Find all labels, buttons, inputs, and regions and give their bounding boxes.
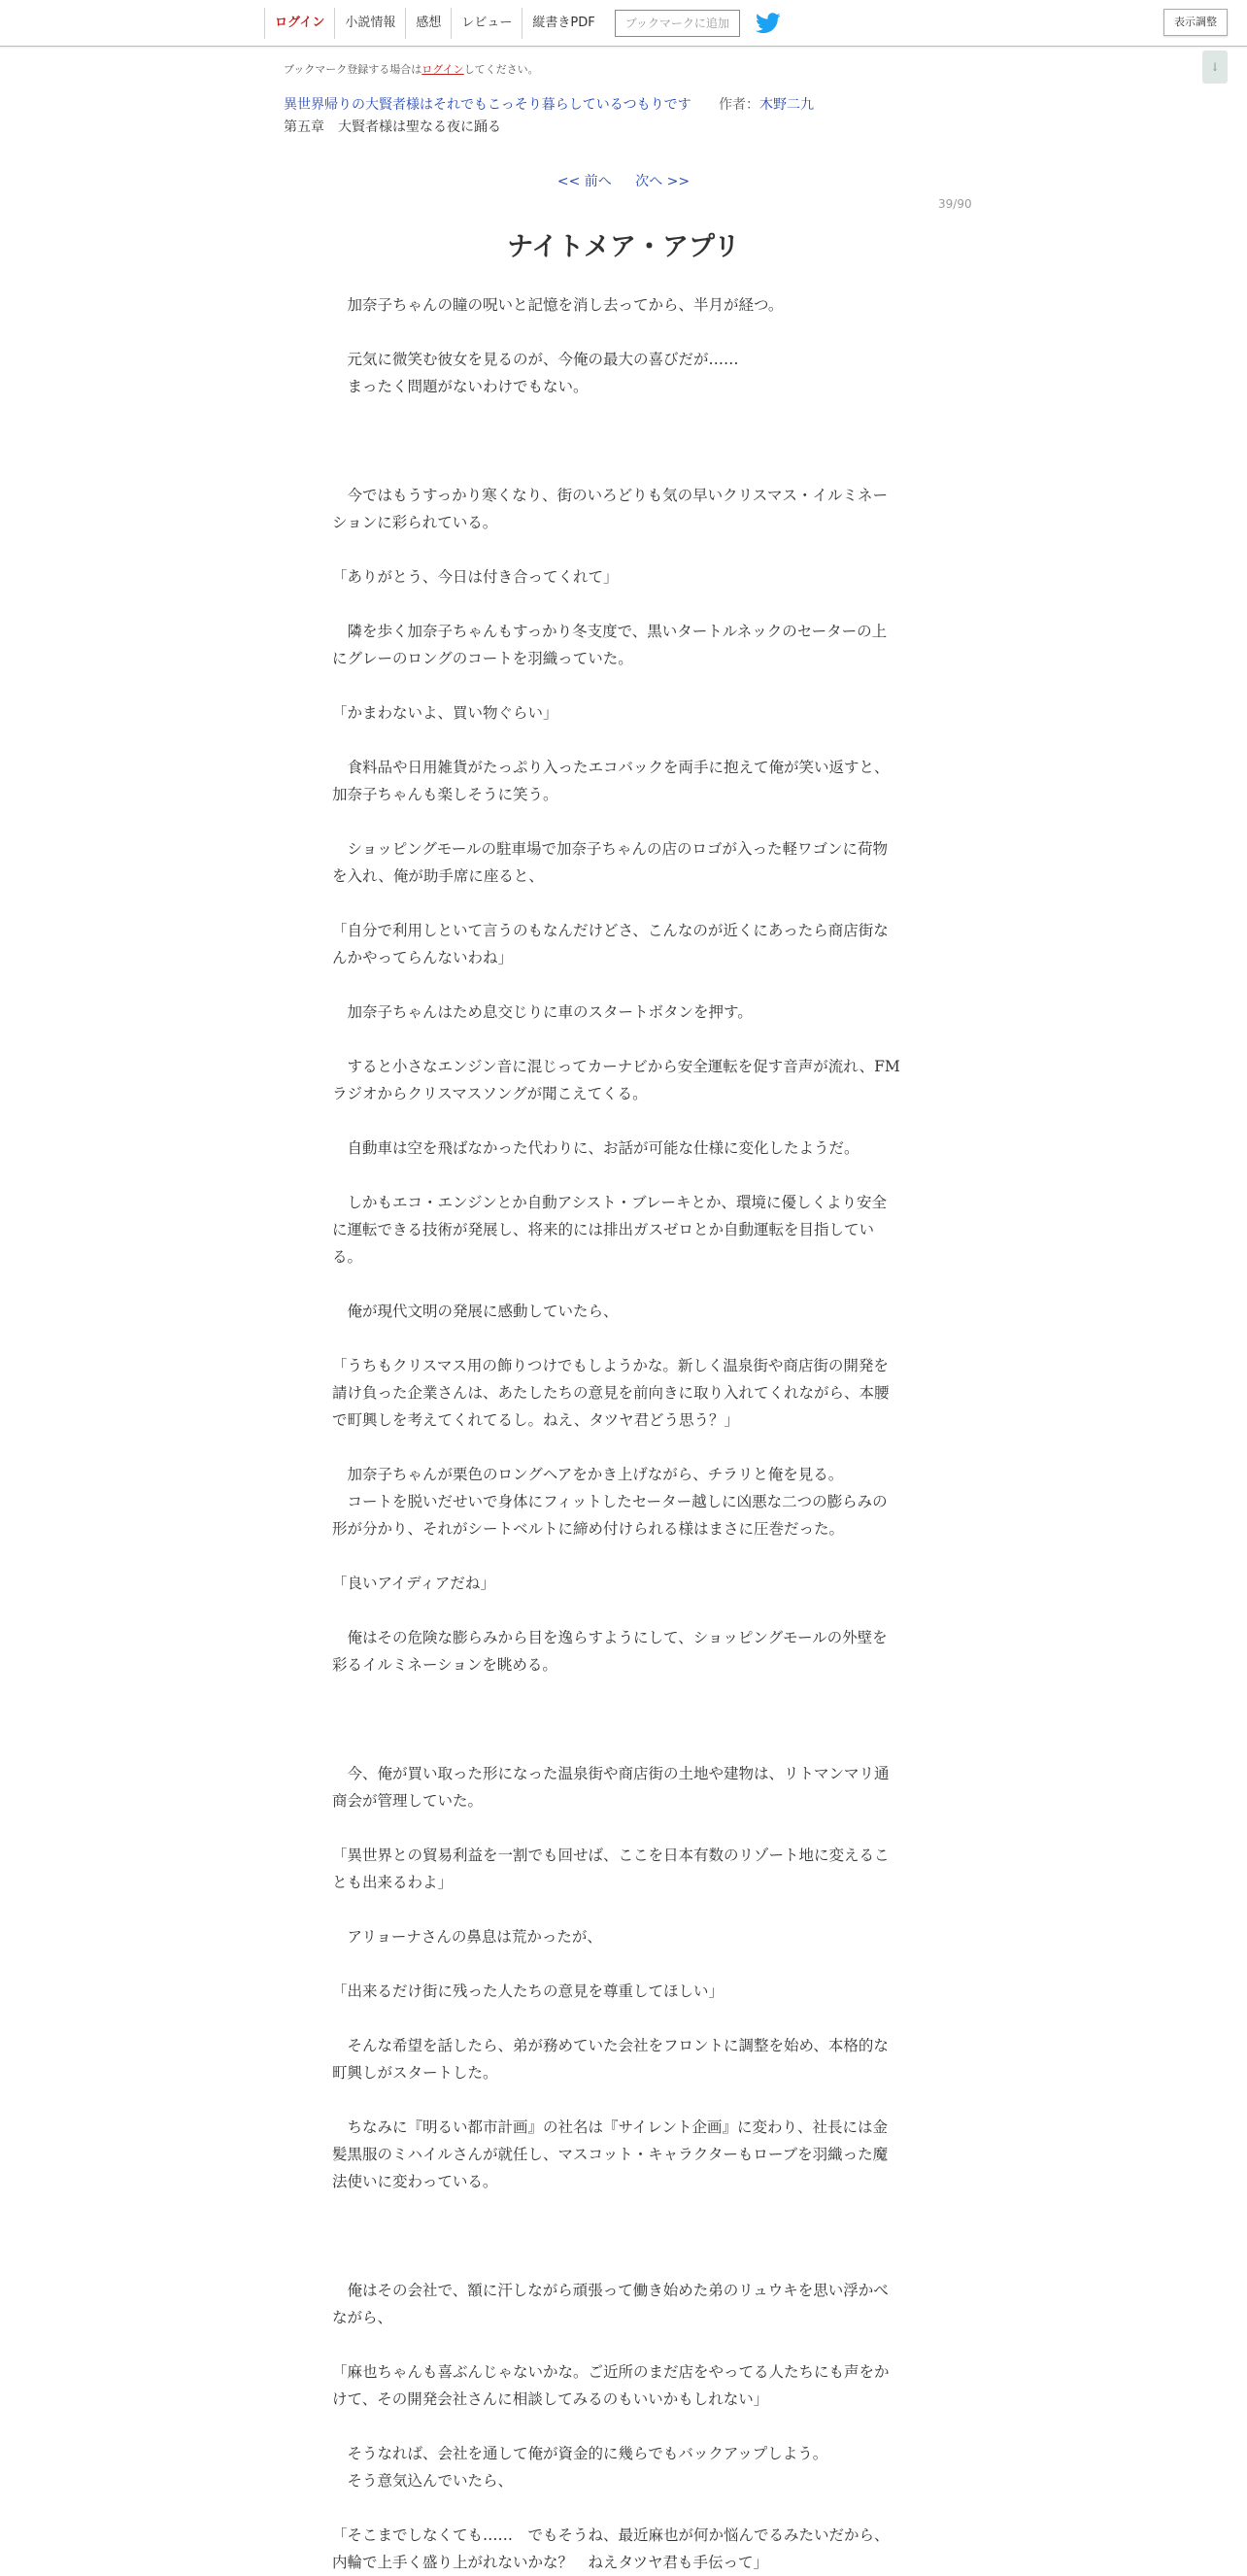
text-line: 「うちもクリスマス用の飾りつけでもしようかな。新しく温泉街や商店街の開発を [332, 1357, 889, 1374]
novel-body-text [332, 291, 915, 2576]
blank-line [332, 1678, 915, 1706]
text-line: コートを脱いだせいで身体にフィットしたセーター越しに凶悪な二つの膨らみの [332, 1493, 888, 1510]
blank-line [332, 2195, 915, 2222]
prev-episode-link[interactable]: << 前へ [556, 174, 612, 189]
nav-list [264, 8, 781, 39]
text-line: 「出来るだけ街に残った人たちの意見を尊重してほしい」 [332, 1983, 725, 2000]
text-line: とも出来るわよ」 [332, 1874, 454, 1891]
text-line: ショッピングモールの駐車場で加奈子ちゃんの店のロゴが入った軽ワゴンに荷物 [332, 840, 888, 858]
text-line: ちなみに『明るい都市計画』の社名は『サイレント企画』に変わり、社長には金 [332, 2118, 889, 2136]
text-line: 食料品や日用雑貨がたっぷり入ったエコバックを両手に抱えて俺が笑い返すと、 [332, 759, 890, 776]
text-line: 元気に微笑む彼女を見るのが、今俺の最大の喜びだが…… [332, 351, 739, 368]
novel-title-link[interactable]: 異世界帰りの大賢者様はそれでもこっそり暮らしているつもりです [284, 97, 691, 113]
text-line: 今、俺が買い取った形になった温泉街や商店街の土地や建物は、リトマンマリ通 [332, 1765, 890, 1782]
blank-line [332, 2222, 915, 2250]
blank-line [332, 808, 915, 835]
scroll-down-tab[interactable]: ↓ [1202, 51, 1228, 84]
blank-line [332, 2005, 915, 2032]
display-settings-button[interactable]: 表示調整 [1163, 9, 1228, 36]
episode-count: 39/90 [938, 197, 972, 211]
text-line: 加奈子ちゃんも楽しそうに笑う。 [332, 786, 558, 803]
text-line: そうなれば、会社を通して俺が資金的に幾らでもバックアップしよう。 [332, 2445, 828, 2462]
episode-pager [0, 171, 1247, 190]
blank-line [332, 1542, 915, 1570]
text-line: んかやってらんないわね」 [332, 949, 514, 966]
text-line: 内輪で上手く盛り上がれないかな？ ねえタツヤ君も手伝って」 [332, 2554, 769, 2571]
blank-line [332, 400, 915, 427]
notice-text-after: してください。 [463, 63, 539, 76]
blank-line [332, 1597, 915, 1624]
nav-vertical-pdf-link[interactable]: 縦書きPDF [522, 8, 604, 39]
blank-line [332, 2086, 915, 2114]
text-line: 加奈子ちゃんはため息交じりに車のスタートボタンを押す。 [332, 1003, 753, 1021]
text-line: すると小さなエンジン音に混じってカーナビから安全運転を促す音声が流れ、FM [332, 1058, 900, 1075]
text-line: まったく問題がないわけでもない。 [332, 378, 589, 395]
blank-line [332, 1950, 915, 1978]
text-line: 自動車は空を飛ばなかった代わりに、お話が可能な仕様に変化したようだ。 [332, 1139, 859, 1157]
text-line: る。 [332, 1248, 363, 1266]
text-line: にグレーのロングのコートを羽織っていた。 [332, 650, 633, 667]
blank-line [332, 1107, 915, 1135]
chapter-title: 第五章 大賢者様は聖なる夜に踊る [284, 119, 501, 135]
nav-review-link[interactable]: レビュー [451, 8, 522, 39]
text-line: 俺はその危険な膨らみから目を逸らすようにして、ショッピングモールの外壁を [332, 1629, 888, 1646]
text-line: に運転できる技術が発展し、将来的には排出ガスゼロとか自動運転を目指してい [332, 1221, 875, 1238]
text-line: 「自分で利用しといて言うのもなんだけどさ、こんなのが近くにあったら商店街な [332, 922, 889, 939]
text-line: 髪黒服のミハイルさんが就任し、マスコット・キャラクターもローブを羽織った魔 [332, 2146, 889, 2163]
blank-line [332, 427, 915, 455]
text-line: ながら、 [332, 2309, 393, 2326]
nav-novel-info-link[interactable]: 小説情報 [334, 8, 405, 39]
blank-line [332, 971, 915, 999]
blank-line [332, 1733, 915, 1760]
text-line: 法使いに変わっている。 [332, 2173, 498, 2190]
text-line: けて、その開発会社さんに相談してみるのもいいかもしれない」 [332, 2390, 769, 2408]
text-line: 俺が現代文明の発展に感動していたら、 [332, 1303, 619, 1320]
text-line: アリョーナさんの鼻息は荒かったが、 [332, 1928, 602, 1946]
text-line: ラジオからクリスマスソングが聞こえてくる。 [332, 1085, 648, 1102]
blank-line [332, 1162, 915, 1189]
text-line: 形が分かり、それがシートベルトに締め付けられる様はまさに圧巻だった。 [332, 1520, 845, 1538]
blank-line [332, 1026, 915, 1053]
text-line: 請け負った企業さんは、あたしたちの意見を前向きに取り入れてくれながら、本腰 [332, 1384, 890, 1402]
add-bookmark-button[interactable]: ブックマークに追加 [615, 10, 740, 37]
bookmark-login-notice [284, 61, 539, 77]
blank-line [332, 672, 915, 699]
text-line: 「そこまでしなくても…… でもそうね、最近麻也が何か悩んでるみたいだから、 [332, 2526, 890, 2544]
text-line: ションに彩られている。 [332, 514, 498, 531]
text-line: 「ありがとう、今日は付き合ってくれて」 [332, 568, 619, 586]
blank-line [332, 455, 915, 482]
text-line: 今ではもうすっかり寒くなり、街のいろどりも気の早いクリスマス・イルミネー [332, 487, 888, 504]
text-line: 隣を歩く加奈子ちゃんもすっかり冬支度で、黒いタートルネックのセーターの上 [332, 623, 888, 640]
novel-header [284, 94, 814, 114]
text-line: 町興しがスタートした。 [332, 2064, 498, 2082]
next-episode-link[interactable]: 次へ >> [635, 174, 691, 189]
blank-line [332, 536, 915, 563]
text-line: 彩るイルミネーションを眺める。 [332, 1656, 557, 1674]
blank-line [332, 319, 915, 346]
twitter-bird-icon[interactable] [756, 13, 781, 34]
text-line: 「異世界との貿易利益を一割でも回せば、ここを日本有数のリゾート地に変えるこ [332, 1847, 890, 1864]
blank-line [332, 1434, 915, 1461]
text-line: を入れ、俺が助手席に座ると、 [332, 867, 544, 885]
notice-login-link[interactable]: ログイン [421, 63, 464, 76]
blank-line [332, 2250, 915, 2277]
blank-line [332, 1706, 915, 1733]
text-line: 「かまわないよ、買い物ぐらい」 [332, 704, 558, 722]
text-line: そう意気込んでいたら、 [332, 2472, 514, 2490]
text-line: そんな希望を話したら、弟が務めていた会社をフロントに調整を始め、本格的な [332, 2037, 889, 2054]
blank-line [332, 1271, 915, 1298]
text-line: で町興しを考えてくれてるし。ねえ、タツヤ君どう思う？」 [332, 1411, 739, 1429]
top-navigation-bar [0, 0, 1247, 47]
text-line: しかもエコ・エンジンとか自動アシスト・ブレーキとか、環境に優しくより安全 [332, 1194, 888, 1211]
blank-line [332, 2331, 915, 2358]
nav-impressions-link[interactable]: 感想 [405, 8, 451, 39]
blank-line [332, 1325, 915, 1352]
blank-line [332, 1896, 915, 1923]
blank-line [332, 890, 915, 917]
blank-line [332, 591, 915, 618]
blank-line [332, 1814, 915, 1842]
text-line: 「良いアイディアだね」 [332, 1575, 495, 1592]
text-line: 加奈子ちゃんが栗色のロングヘアをかき上げながら、チラリと俺を見る。 [332, 1466, 844, 1483]
author-label: 作者： [719, 97, 760, 113]
blank-line [332, 2413, 915, 2440]
text-line: 商会が管理していた。 [332, 1792, 484, 1810]
author-link[interactable]: 木野二九 [759, 97, 815, 113]
text-line: 加奈子ちゃんの瞳の呪いと記憶を消し去ってから、半月が経つ。 [332, 296, 784, 314]
notice-text-before: ブックマーク登録する場合は [284, 63, 422, 76]
nav-login-link[interactable]: ログイン [264, 8, 334, 39]
text-line: 「麻也ちゃんも喜ぶんじゃないかな。ご近所のまだ店をやってる人たちにも声をか [332, 2363, 890, 2381]
episode-title: ナイトメア・アプリ [507, 232, 740, 262]
blank-line [332, 2494, 915, 2522]
text-line: 俺はその会社で、額に汗しながら頑張って働き始めた弟のリュウキを思い浮かべ [332, 2282, 889, 2299]
blank-line [332, 727, 915, 754]
